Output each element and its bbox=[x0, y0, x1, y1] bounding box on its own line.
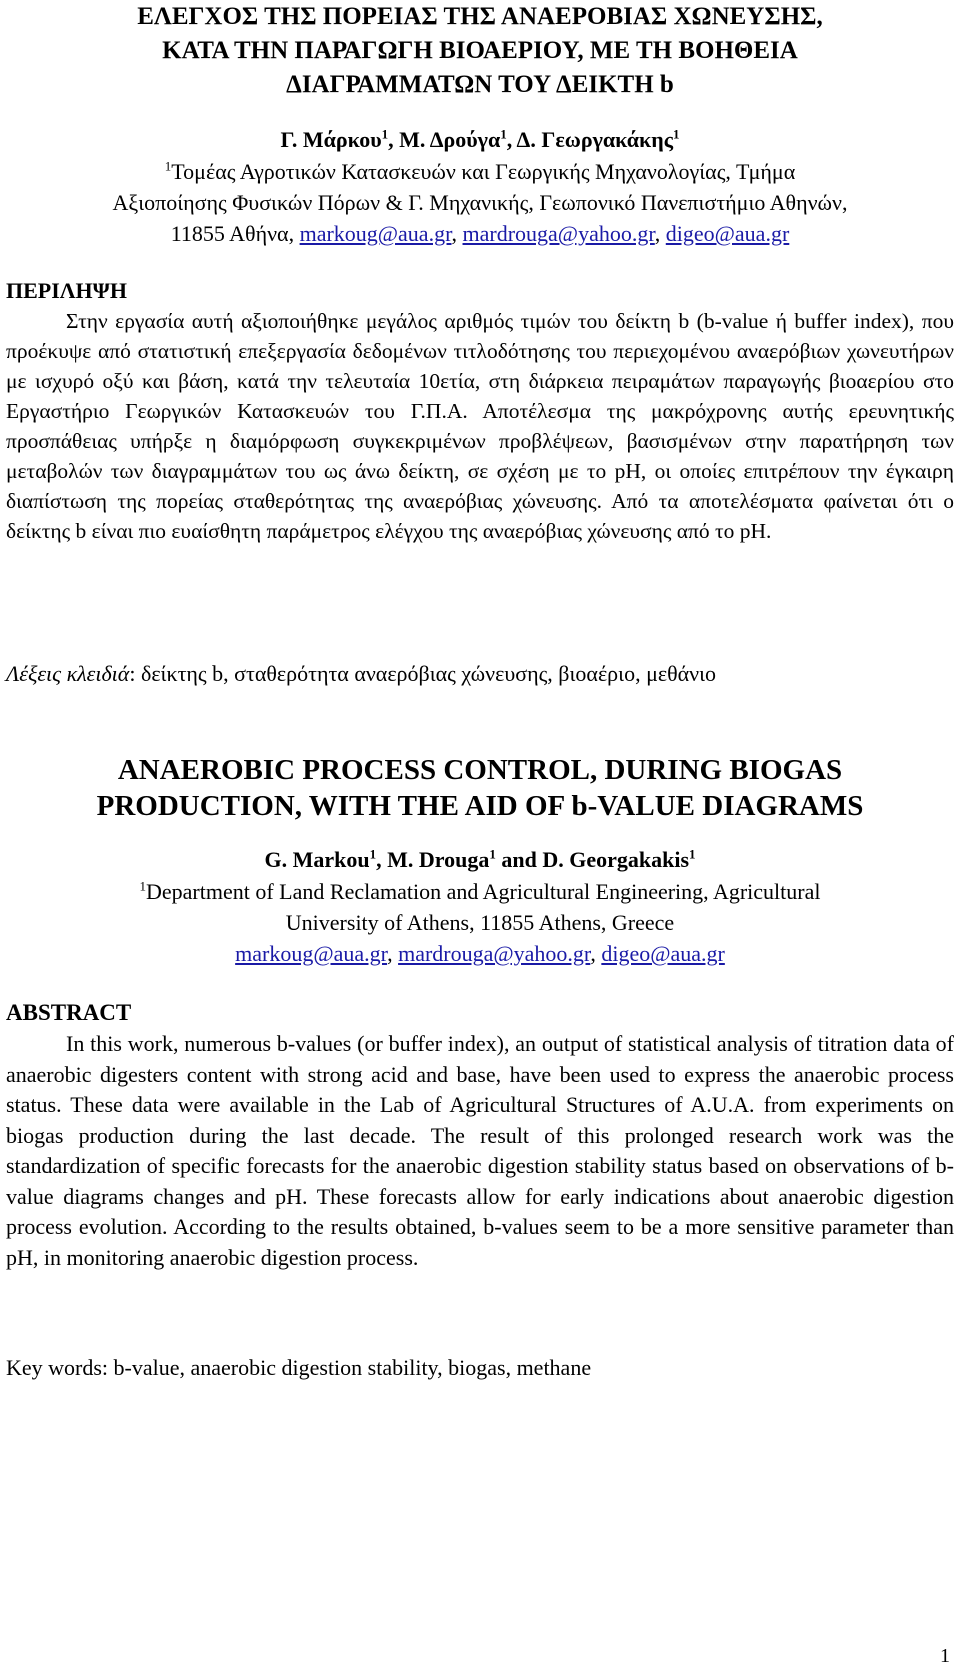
english-abstract-heading: ABSTRACT bbox=[6, 1000, 132, 1025]
english-affiliation: $^1$Department of Land Reclamation and Agricultural Engineering, Agricultural University of Athens, 11855 Athens, Greece markoug@aua.gr, mardrouga@yahoo.gr, digeo@aua.gr bbox=[0, 876, 960, 969]
greek-abstract-body: Στην εργασία αυτή αξιοποιήθηκε μεγάλος αριθμός τιμών του δείκτη b (b-value ή buffer index), που προέκυψε από στατιστική επεξεργασία δεδομένων τιτλοδότησης του περιεχομένου αναερόβιων χωνευτήρων με ισχυρό οξύ και βάση, κατά την τελευταία 10ετία, στη διάρκεια πειραμάτων παραγωγής βιοαερίου στο Εργαστήριο Γεωργικών Κατασκευών του Γ.Π.Α. Αποτέλεσμα της μακρόχρονης αυτής ερευνητικής προσπάθειας υπήρξε η διαμόρφωση συγκεκριμένων προβλέψεων, βασισμένων στην παρατήρηση των μεταβολών των διαγραμμάτων του ως άνω δείκτη, σε σχέση με το pH, οι οποίες επιτρέπουν την έγκαιρη διαπίστωση της πορείας σταθερότητας της αναερόβιας χώνευσης. Από τα αποτελέσματα φαίνεται ότι ο δείκτης b είναι πιο ευαίσθητη παράμετρος ελέγχου της αναερόβιας χώνευσης από το pH. bbox=[6, 309, 954, 543]
english-title-line-1: ANAEROBIC PROCESS CONTROL, DURING BIOGAS bbox=[117, 754, 843, 786]
greek-aff-line-2: Αξιοποίησης Φυσικών Πόρων & Γ. Μηχανικής, Γεωπονικό Πανεπιστήμιο Αθηνών, bbox=[112, 190, 848, 215]
english-title-line-2: PRODUCTION, WITH THE AID OF b-VALUE DIAGRAMS bbox=[96, 790, 864, 822]
greek-keywords bbox=[6, 661, 716, 687]
english-abstract-body: In this work, numerous b-values (or buffer index), an output of statistical analysis of titration data of anaerobic digesters content with strong acid and base, have been used to express the anaerobic process status. These data were available in the Lab of Agricultural Structures of A.U.A. from experiments on biogas production during the last decade. The result of this prolonged research work was the standardization of specific forecasts for the anaerobic digestion stability status based on observations of b-value diagrams changes and pH. These forecasts allow for early indications about anaerobic digestion process evolution. According to the results obtained, b-values seem to be a more sensitive parameter than pH, in monitoring anaerobic digestion process. bbox=[6, 1031, 954, 1270]
email-link-markoug-en[interactable]: markoug@aua.gr bbox=[235, 941, 388, 966]
email-link-digeo-en[interactable]: digeo@aua.gr bbox=[601, 941, 725, 966]
email-link-digeo[interactable]: digeo@aua.gr bbox=[665, 221, 790, 246]
english-authors: G. Markou$^1$, M. Drouga$^1$ and D. Georgakakis$^1$ bbox=[264, 846, 696, 872]
english-title bbox=[0, 752, 960, 824]
greek-title-line-2: ΚΑΤΑ ΤΗΝ ΠΑΡΑΓΩΓΗ ΒΙΟΑΕΡΙΟΥ, ΜΕ ΤΗ ΒΟΗΘΕΙΑ bbox=[162, 37, 798, 64]
english-aff-line-2: University of Athens, 11855 Athens, Greece bbox=[285, 910, 675, 935]
english-keywords: Key words: b-value, anaerobic digestion stability, biogas, methane bbox=[6, 1355, 592, 1380]
greek-author-2: Μ. Δρούγα bbox=[399, 127, 501, 152]
email-link-markoug[interactable]: markoug@aua.gr bbox=[299, 221, 452, 246]
greek-keywords-label: Λέξεις κλειδιά bbox=[6, 661, 130, 686]
greek-abstract-heading: ΠΕΡΙΛΗΨΗ bbox=[6, 278, 127, 303]
greek-author-1: Γ. Μάρκου bbox=[280, 127, 382, 152]
email-link-mardrouga-en[interactable]: mardrouga@yahoo.gr bbox=[398, 941, 591, 966]
greek-aff-line-3: 11855 Αθήνα, bbox=[170, 221, 295, 246]
greek-aff-line-1: Τομέας Αγροτικών Κατασκευών και Γεωργικής Μηχανολογίας, Τμήμα bbox=[171, 159, 796, 184]
english-author-1: G. Markou bbox=[264, 847, 370, 872]
english-aff-line-1: Department of Land Reclamation and Agricultural Engineering, Agricultural bbox=[146, 879, 821, 904]
greek-affiliation: $^1$Τομέας Αγροτικών Κατασκευών και Γεωργικής Μηχανολογίας, Τμήμα Αξιοποίησης Φυσικών Πόρων & Γ. Μηχανικής, Γεωπονικό Πανεπιστήμιο Αθηνών, 11855 Αθήνα, markoug@aua.gr, mardrouga@yahoo.gr, digeo@aua.gr bbox=[0, 156, 960, 249]
greek-title-line-1: ΕΛΕΓΧΟΣ ΤΗΣ ΠΟΡΕΙΑΣ ΤΗΣ ΑΝΑΕΡΟΒΙΑΣ ΧΩΝΕΥΣΗΣ, bbox=[137, 3, 823, 30]
page-number: 1 bbox=[940, 1645, 950, 1667]
greek-title-line-3: ΔΙΑΓΡΑΜΜΑΤΩΝ ΤΟΥ ΔΕΙΚΤΗ b bbox=[286, 71, 674, 98]
greek-authors: Γ. Μάρκου$^1$, Μ. Δρούγα$^1$, Δ. Γεωργακάκης$^1$ bbox=[280, 126, 680, 152]
greek-title bbox=[0, 0, 960, 102]
english-author-3: D. Georgakakis bbox=[542, 847, 690, 872]
english-author-2: M. Drouga bbox=[387, 847, 490, 872]
email-link-mardrouga[interactable]: mardrouga@yahoo.gr bbox=[462, 221, 655, 246]
greek-author-3: Δ. Γεωργακάκης bbox=[516, 127, 674, 152]
greek-keywords-text: : δείκτης b, σταθερότητα αναερόβιας χώνευσης, βιοαέριο, μεθάνιο bbox=[129, 661, 717, 686]
